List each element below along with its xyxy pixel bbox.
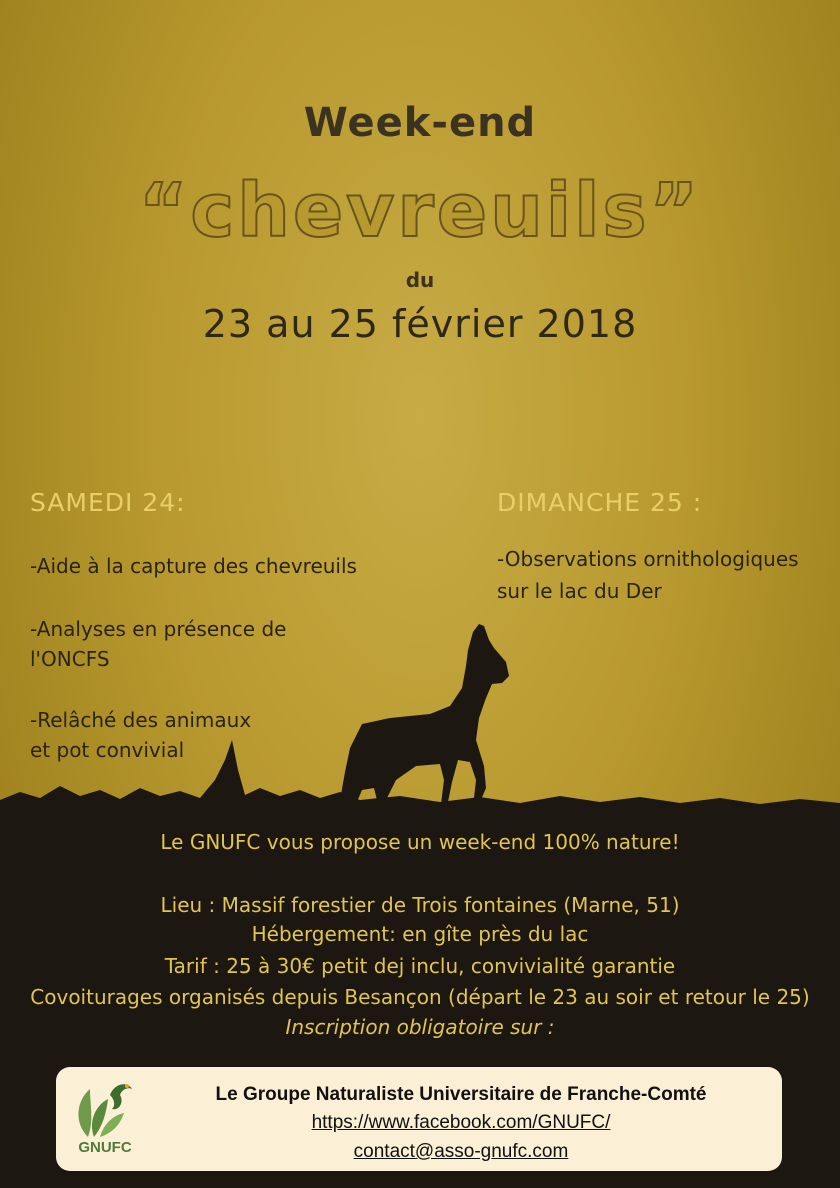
saturday-item-pot: et pot convivial [30,738,185,762]
deer-silhouette-icon [340,624,509,804]
hebergement-text: Hébergement: en gîte près du lac [251,922,589,946]
sunday-item-observations: -Observations ornithologiques [497,547,799,571]
gnufc-leaf-bird-logo-icon [70,1075,140,1141]
event-dates: 23 au 25 février 2018 [202,302,638,346]
saturday-item-oncfs: l'ONCFS [30,647,110,671]
organization-name: Le Groupe Naturaliste Universitaire de Franche-Comté [215,1084,707,1105]
saturday-item-analyses: -Analyses en présence de [30,617,287,641]
title-du: du [405,268,435,292]
covoiturage-text: Covoiturages organisés depuis Besançon (départ le 23 au soir et retour le 25) [30,985,810,1009]
title-weekend: Week-end [303,100,537,146]
gnufc-logo [70,1075,140,1165]
inscription-text: Inscription obligatoire sur : [285,1015,555,1039]
saturday-heading: SAMEDI 24: [30,488,186,517]
logo-label: GNUFC [78,1139,132,1156]
saturday-item-release: -Relâché des animaux [30,708,252,732]
contact-box [56,1067,782,1171]
tarif-text: Tarif : 25 à 30€ petit dej inclu, convivialité garantie [164,954,676,978]
saturday-item-capture: -Aide à la capture des chevreuils [30,554,357,578]
facebook-link[interactable]: https://www.facebook.com/GNUFC/ [311,1112,611,1133]
sunday-item-lac: sur le lac du Der [497,579,662,603]
email-link[interactable]: contact@asso-gnufc.com [353,1141,569,1162]
title-chevreuils: “chevreuils” [138,168,702,254]
sunday-heading: DIMANCHE 25 : [497,488,703,517]
lieu-text: Lieu : Massif forestier de Trois fontaines (Marne, 51) [160,893,680,917]
intro-text: Le GNUFC vous propose un week-end 100% nature! [160,830,680,854]
